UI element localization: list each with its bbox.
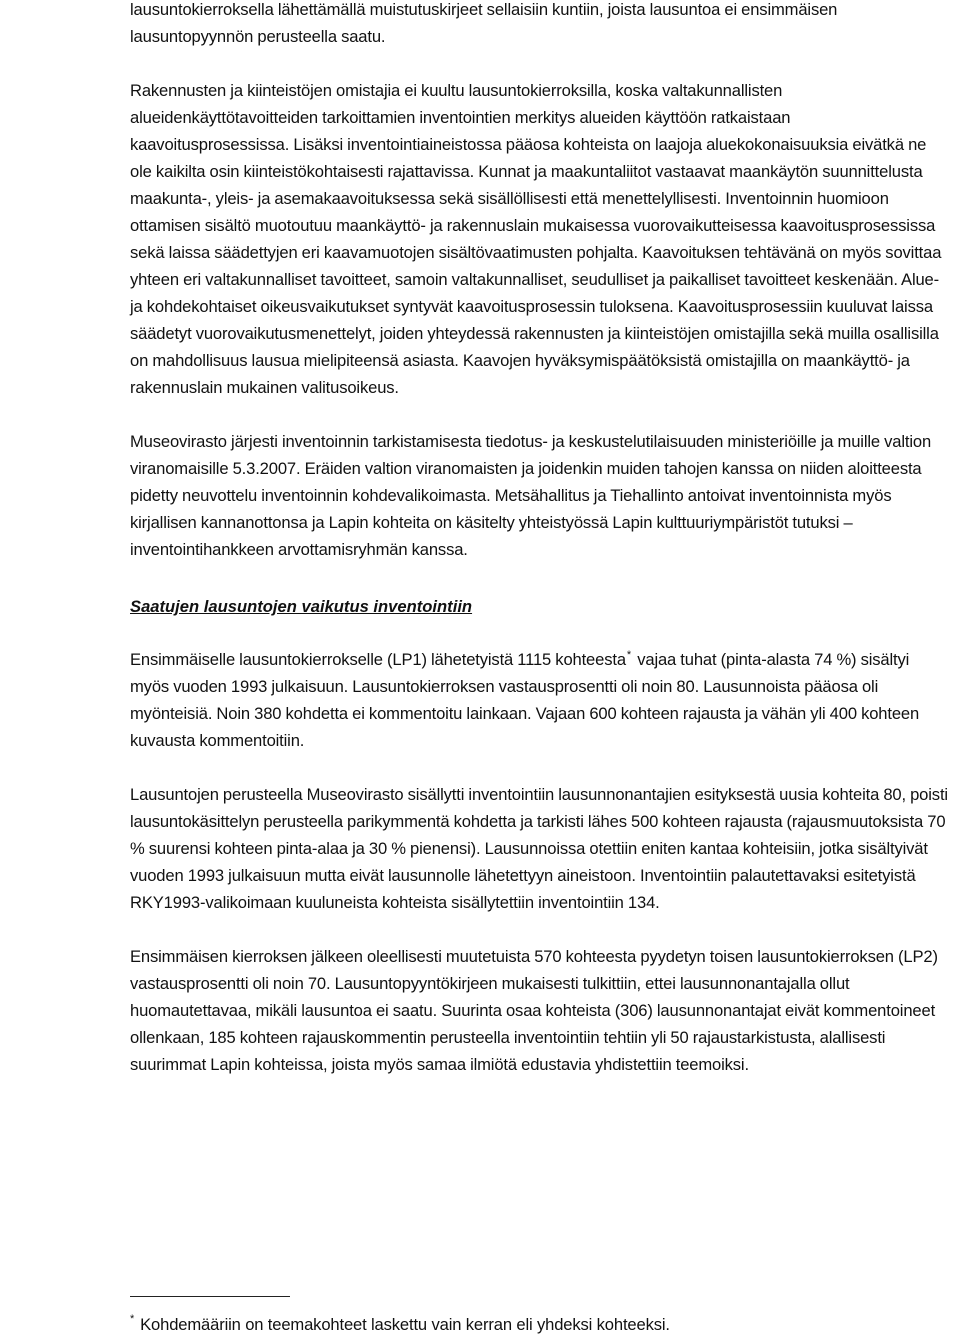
lp1-text-after: vajaa tuhat (pinta-alasta 74 %) sisältyi myös vuoden 1993 julkaisuun. Lausuntokierroksen vastausprosentti oli noin 80. Lausunnoista pääosa oli myönteisiä. Noin 380 kohdetta ei kommentoitu lainkaan. Vajaan 600 kohteen rajausta ja vähän yli 400 kohteen kuvausta kommentoitiin. xyxy=(130,650,920,750)
footnote xyxy=(130,1311,670,1338)
paragraph-lp1-round xyxy=(130,646,950,754)
section-heading: Saatujen lausuntojen vaikutus inventointiin xyxy=(130,597,473,616)
footnote-text: Kohdemääriin on teemakohteet laskettu vain kerran eli yhdeksi kohteeksi. xyxy=(140,1315,670,1334)
lp1-text-before: Ensimmäiselle lausuntokierrokselle (LP1) lähetetyistä 1115 kohteesta xyxy=(130,650,626,669)
footnote-separator xyxy=(130,1296,290,1297)
paragraph-lp2-round: Ensimmäisen kierroksen jälkeen oleellisesti muutetuista 570 kohteesta pyydetyn toisen lausuntokierroksen (LP2) vastausprosentti oli noin 70. Lausuntopyyntökirjeen mukaisesti tulkittiin, ettei lausunnonantajalla ollut huomautettavaa, mikäli lausuntoa ei saatu. Suurinta osaa kohteista (306) lausunnonantajat eivät kommentoineet ollenkaan, 185 kohteen rajauskommentin perusteella inventointiin tehtiin yli 50 rajaustarkistusta, alallisesti suurimmat Lapin kohteissa, joista myös samaa ilmiötä edustavia yhdistettiin teemoiksi. xyxy=(130,947,938,1074)
footnote-reference-mark: * xyxy=(626,649,632,661)
paragraph-museovirasto-event: Museovirasto järjesti inventoinnin tarkistamisesta tiedotus- ja keskustelutilaisuuden ministeriöille ja muille valtion viranomaisille 5.3.2007. Eräiden valtion viranomaisten ja joidenkin muiden tahojen kanssa on niiden aloitteesta pidetty neuvottelu inventoinnin kohdevalikoimasta. Metsähallitus ja Tiehallinto antoivat inventoinnista myös kirjallisen kannanottonsa ja Lapin kohteita on käsitelty yhteistyössä Lapin kulttuuriympäristöt tutuksi –inventointihankkeen arvottamisryhmän kanssa. xyxy=(130,432,932,559)
paragraph-owners-consultation: Rakennusten ja kiinteistöjen omistajia ei kuultu lausuntokierroksilla, koska valtakunnallisten alueidenkäyttötavoitteiden tarkoittamien inventointien merkitys alueiden käyttöön ratkaistaan kaavoitusprosessissa. Lisäksi inventointiaineistossa pääosa kohteista on laajoja aluekokonaisuuksia eivätkä ne ole kaikilta osin kiinteistökohtaisesti rajattavissa. Kunnat ja maakuntaliitot vastaavat maankäytön suunnittelusta maakunta-, yleis- ja asemakaavoituksessa sekä sisällöllisesti että menettelyllisesti. Inventoinnin huomioon ottamisen sisältö muotoutuu maankäyttö- ja rakennuslain mukaisessa vuorovaikutteisessa kaavoitusprosessissa sekä laissa säädettyjen eri kaavamuotojen sisältövaatimusten pohjalta. Kaavoituksen tehtävänä on myös sovittaa yhteen eri valtakunnalliset tavoitteet, samoin valtakunnalliset, seudulliset ja paikalliset tavoitteet keskenään. Alue- ja kohdekohtaiset oikeusvaikutukset syntyvät kaavoitusprosessin tuloksena. Kaavoitusprosessiin kuuluvat laissa säädetyt vuorovaikutusmenettelyt, joiden yhteydessä rakennusten ja kiinteistöjen omistajilla sekä muilla osallisilla on mahdollisuus lausua mielipiteensä asiasta. Kaavojen hyväksymispäätöksistä omistajilla on maankäyttö- ja rakennuslain mukainen valitusoikeus. xyxy=(130,81,942,397)
footnote-mark: * xyxy=(130,1313,135,1325)
paragraph-statement-changes: Lausuntojen perusteella Museovirasto sisällytti inventointiin lausunnonantajien esityksestä uusia kohteita 80, poisti lausuntokäsittelyn perusteella parikymmentä kohdetta ja tarkisti lähes 500 kohteen rajausta (rajausmuutoksista 70 % suurensi kohteen pinta-alaa ja 30 % pienensi). Lausunnoissa otettiin eniten kantaa kohteisiin, jotka sisältyivät vuoden 1993 julkaisuun mutta eivät lausunnolle lähetettyyn aineistoon. Inventointiin palautettavaksi esitetyistä RKY1993-valikoimaan kuuluneista kohteista sisällytettiin inventointiin 134. xyxy=(130,785,948,912)
document-body xyxy=(130,0,950,1078)
paragraph-intro-tail: lausuntokierroksella lähettämällä muistutuskirjeet sellaisiin kuntiin, joista lausuntoa ei ensimmäisen lausuntopyynnön perusteella saatu. xyxy=(130,0,838,46)
